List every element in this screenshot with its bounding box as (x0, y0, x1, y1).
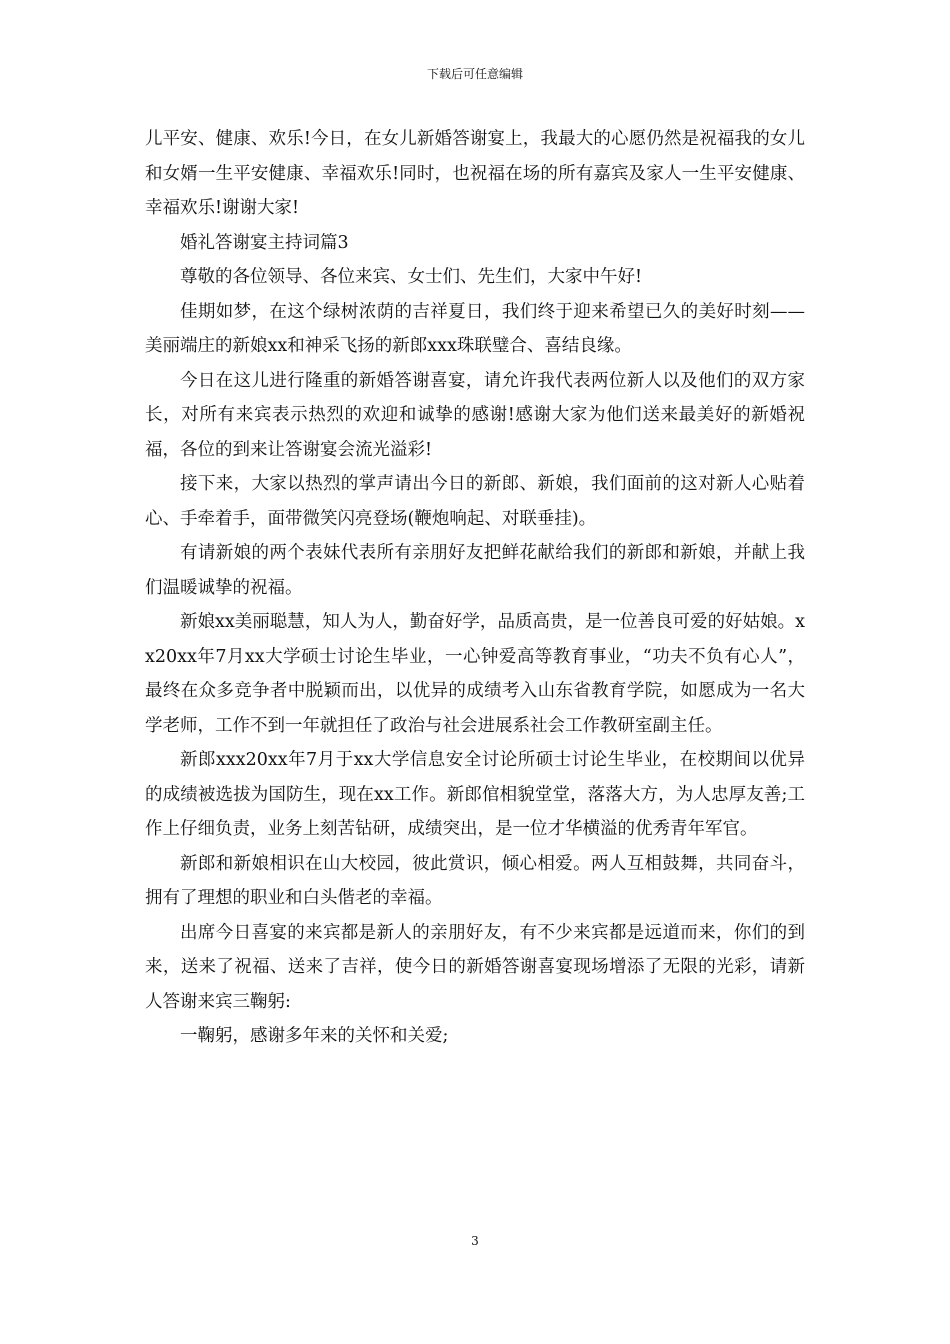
page-header: 下载后可任意编辑 (426, 67, 523, 81)
paragraph: 佳期如梦，在这个绿树浓荫的吉祥夏日，我们终于迎来希望已久的美好时刻——美丽端庄的新娘xx和神采飞扬的新郎xxx珠联璧合、喜结良缘。 (145, 301, 805, 356)
section-heading: 婚礼答谢宴主持词篇3 (180, 232, 349, 253)
paragraph: 儿平安、健康、欢乐!今日，在女儿新婚答谢宴上，我最大的心愿仍然是祝福我的女儿和女婿一生平安健康、幸福欢乐!同时，也祝福在场的所有嘉宾及家人一生平安健康、幸福欢乐!谢谢大家! (145, 129, 805, 218)
paragraph: 新娘xx美丽聪慧，知人为人，勤奋好学，品质高贵，是一位善良可爱的好姑娘。xx20xx年7月xx大学硕士讨论生毕业，一心钟爱高等教育事业，“功夫不负有心人”，最终在众多竞争者中脱颖而出，以优异的成绩考入山东省教育学院，如愿成为一名大学老师，工作不到一年就担任了政治与社会进展系社会工作教研室副主任。 (145, 612, 805, 736)
paragraph: 尊敬的各位领导、各位来宾、女士们、先生们，大家中午好! (180, 267, 643, 287)
paragraph: 一鞠躬，感谢多年来的关怀和关爱; (180, 1026, 449, 1046)
paragraph: 接下来，大家以热烈的掌声请出今日的新郎、新娘，我们面前的这对新人心贴着心、手牵着手，面带微笑闪亮登场(鞭炮响起、对联垂挂)。 (145, 474, 805, 529)
page-number: 3 (471, 1234, 479, 1248)
paragraph: 有请新娘的两个表妹代表所有亲朋好友把鲜花献给我们的新郎和新娘，并献上我们温暖诚挚的祝福。 (145, 543, 805, 598)
paragraph: 今日在这儿进行隆重的新婚答谢喜宴，请允许我代表两位新人以及他们的双方家长，对所有来宾表示热烈的欢迎和诚挚的感谢!感谢大家为他们送来最美好的新婚祝福，各位的到来让答谢宴会流光溢彩! (145, 370, 805, 460)
paragraph: 出席今日喜宴的来宾都是新人的亲朋好友，有不少来宾都是远道而来，你们的到来，送来了祝福、送来了吉祥，使今日的新婚答谢喜宴现场增添了无限的光彩，请新人答谢来宾三鞠躬: (145, 922, 805, 1012)
document-body (145, 122, 805, 1054)
paragraph: 新郎xxx20xx年7月于xx大学信息安全讨论所硕士讨论生毕业，在校期间以优异的成绩被选拔为国防生，现在xx工作。新郎倌相貌堂堂，落落大方，为人忠厚友善;工作上仔细负责，业务上刻苦钻研，成绩突出，是一位才华横溢的优秀青年军官。 (145, 750, 805, 839)
paragraph: 新郎和新娘相识在山大校园，彼此赏识，倾心相爱。两人互相鼓舞，共同奋斗，拥有了理想的职业和白头偕老的幸福。 (145, 853, 805, 908)
